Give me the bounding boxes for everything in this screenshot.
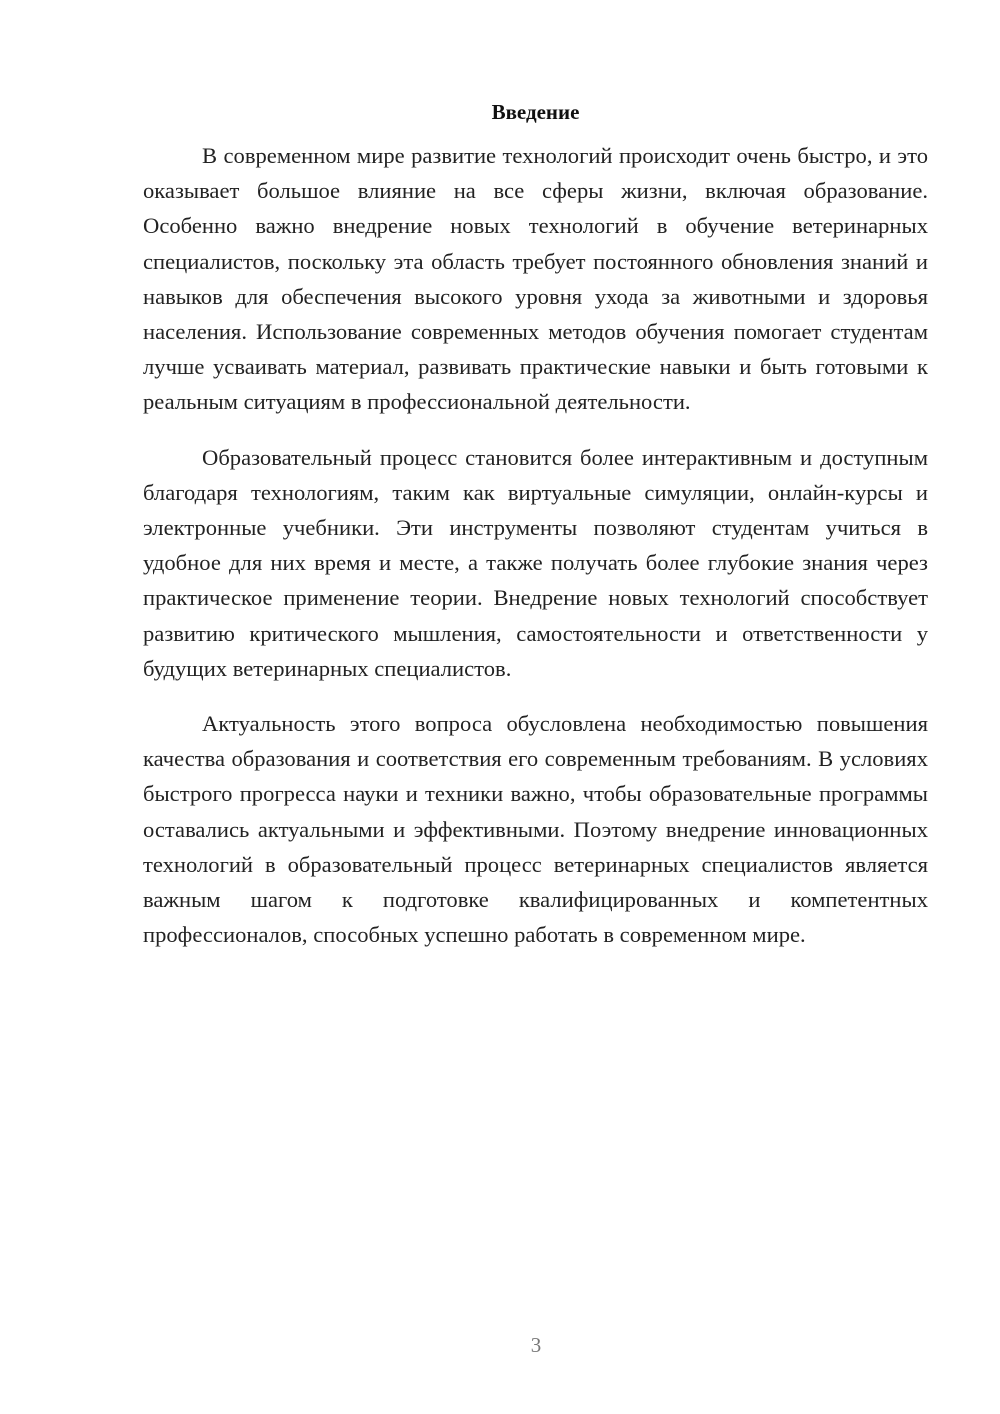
document-body (143, 96, 928, 952)
paragraph-2: Образовательный процесс становится более интерактивным и доступным благодаря технологиям, таким как виртуальные симуляции, онлайн-курсы и электронные учебники. Эти инструменты позволяют студентам учиться в удобное для них время и месте, а также получать более глубокие знания через практическое применение теории. Внедрение новых технологий способствует развитию критического мышления, самостоятельности и ответственности у будущих ветеринарных специалистов. (143, 444, 928, 681)
paragraph-1: В современном мире развитие технологий происходит очень быстро, и это оказывает большое влияние на все сферы жизни, включая образование. Особенно важно внедрение новых технологий в обучение ветеринарных специалистов, поскольку эта область требует постоянного обновления знаний и навыков для обеспечения высокого уровня ухода за животными и здоровья населения. Использование современных методов обучения помогает студентам лучше усваивать материал, развивать практические навыки и быть готовыми к реальным ситуациям в профессиональной деятельности. (143, 143, 928, 415)
page-number: 3 (530, 1333, 542, 1357)
paragraph-3: Актуальность этого вопроса обусловлена необходимостью повышения качества образования и соответствия его современным требованиям. В условиях быстрого прогресса науки и техники важно, чтобы образовательные программы оставались актуальными и эффективными. Поэтому внедрение инновационных технологий в образовательный процесс ветеринарных специалистов является важным шагом к подготовке квалифицированных и компетентных профессионалов, способных успешно работать в современном мире. (143, 711, 928, 948)
section-title: Введение (491, 100, 580, 124)
